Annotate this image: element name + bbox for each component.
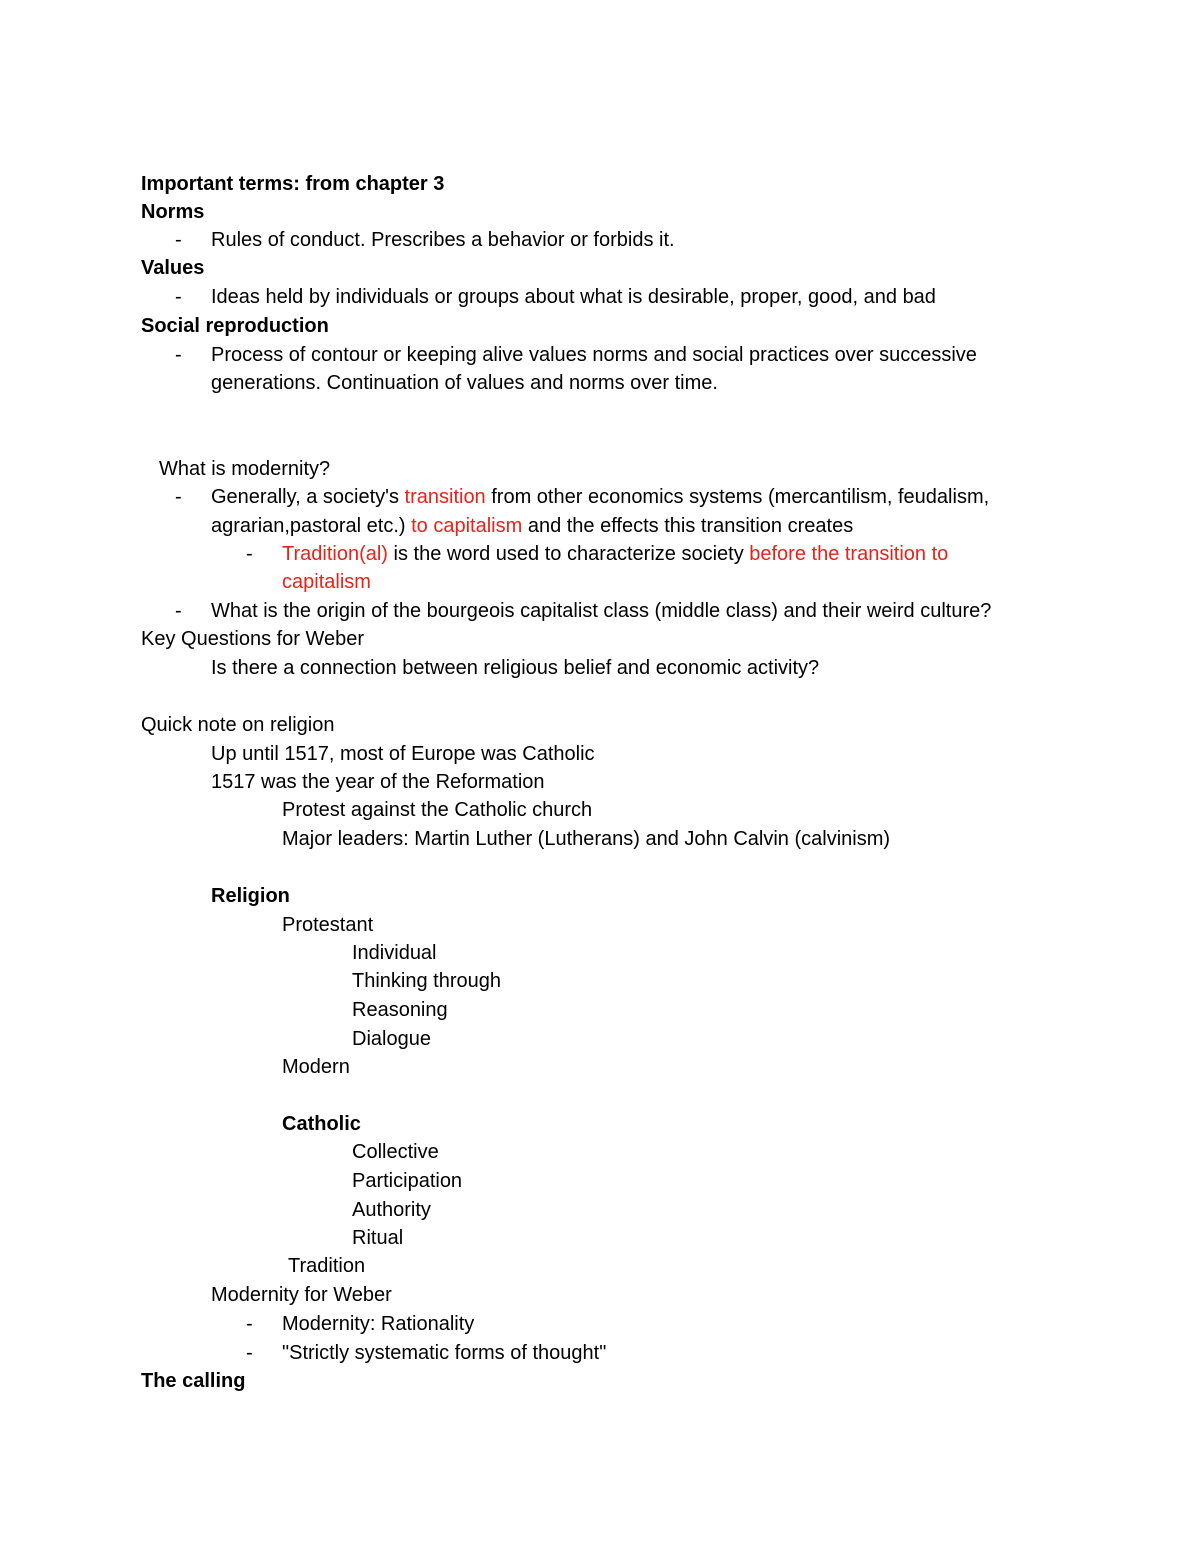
catholic-item: Authority <box>352 1199 431 1221</box>
bullet-dash: - <box>175 229 182 251</box>
modernity-weber-bullet: Modernity: Rationality <box>282 1313 475 1335</box>
religion-note-title: Quick note on religion <box>141 714 335 736</box>
highlight-transition: transition <box>404 486 486 508</box>
norms-title: Norms <box>141 201 205 223</box>
religion-note-line: Major leaders: Martin Luther (Lutherans) and John Calvin (calvinism) <box>282 828 891 850</box>
religion-title: Religion <box>211 885 290 907</box>
social-reproduction-title: Social reproduction <box>141 315 329 337</box>
highlight-to-capitalism: to capitalism <box>411 515 523 537</box>
modernity-weber-title: Modernity for Weber <box>211 1284 392 1306</box>
bullet-dash: - <box>246 1313 253 1335</box>
key-question: Is there a connection between religious belief and economic activity? <box>211 657 820 679</box>
modernity-bullet-1-line2: agrarian,pastoral etc.) to capitalism and the effects this transition creates <box>211 515 854 537</box>
bullet-dash: - <box>175 344 182 366</box>
key-questions-title: Key Questions for Weber <box>141 628 365 650</box>
religion-note-line: 1517 was the year of the Reformation <box>211 771 545 793</box>
bullet-dash: - <box>246 1342 253 1364</box>
modernity-bullet-1-line1: Generally, a society's transition from other economics systems (mercantilism, feudalism, <box>211 486 990 508</box>
tradition-label: Tradition <box>288 1255 366 1277</box>
bullet-dash: - <box>175 486 182 508</box>
terms-heading: Important terms: from chapter 3 <box>141 173 445 195</box>
modernity-question: What is modernity? <box>159 458 331 480</box>
catholic-item: Collective <box>352 1141 439 1163</box>
modernity-weber-bullet: "Strictly systematic forms of thought" <box>282 1342 607 1364</box>
catholic-item: Ritual <box>352 1227 404 1249</box>
norms-definition: Rules of conduct. Prescribes a behavior or forbids it. <box>211 229 675 251</box>
bullet-dash: - <box>246 543 253 565</box>
values-definition: Ideas held by individuals or groups about what is desirable, proper, good, and bad <box>211 286 936 308</box>
highlight-traditional: Tradition(al) <box>282 543 388 565</box>
catholic-item: Participation <box>352 1170 463 1192</box>
religion-note-line: Protest against the Catholic church <box>282 799 593 821</box>
protestant-item: Dialogue <box>352 1028 431 1050</box>
modernity-sub-bullet-line2: capitalism <box>282 571 371 593</box>
bullet-dash: - <box>175 286 182 308</box>
protestant-label: Protestant <box>282 914 374 936</box>
social-reproduction-definition-line2: generations. Continuation of values and norms over time. <box>211 372 718 394</box>
protestant-item: Individual <box>352 942 437 964</box>
calling-title: The calling <box>141 1370 246 1392</box>
modernity-sub-bullet-line1: Tradition(al) is the word used to characterize society before the transition to <box>282 543 949 565</box>
values-title: Values <box>141 257 205 279</box>
highlight-before-transition: before the transition to <box>749 543 949 565</box>
modern-label: Modern <box>282 1056 350 1078</box>
catholic-title: Catholic <box>282 1113 361 1135</box>
protestant-item: Reasoning <box>352 999 448 1021</box>
social-reproduction-definition-line1: Process of contour or keeping alive values norms and social practices over successive <box>211 344 977 366</box>
bullet-dash: - <box>175 600 182 622</box>
religion-note-line: Up until 1517, most of Europe was Catholic <box>211 743 595 765</box>
modernity-bullet-2: What is the origin of the bourgeois capitalist class (middle class) and their weird culture? <box>211 600 992 622</box>
protestant-item: Thinking through <box>352 970 501 992</box>
